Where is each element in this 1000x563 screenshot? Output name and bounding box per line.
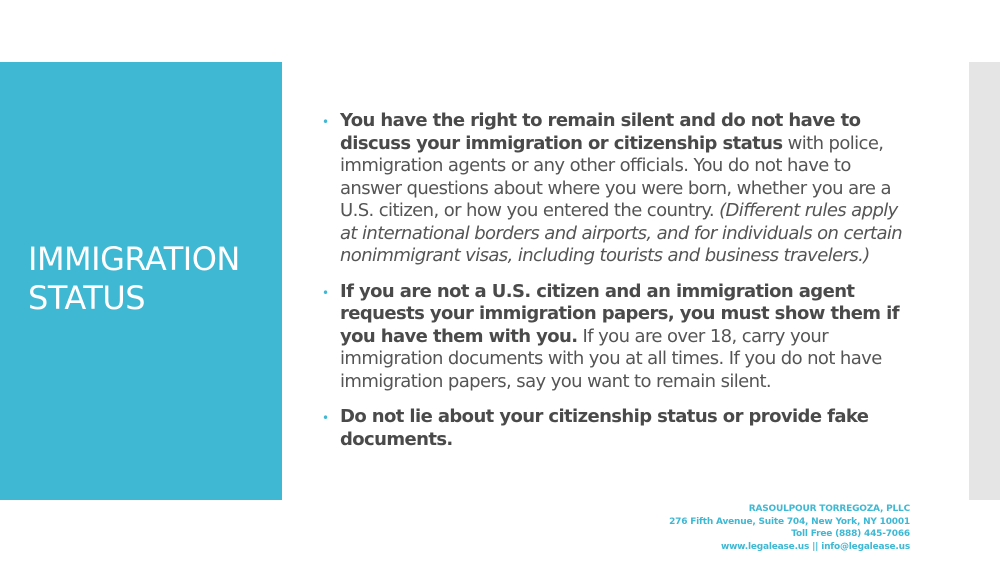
bullet-item-show-papers bbox=[322, 281, 914, 394]
bullet-text: with police, immigration agents or any other officials. You do not have to answer questions about where you were born, whether you are a U.S. citizen, or how you entered the country. bbox=[340, 132, 891, 221]
footer-address: 276 Fifth Avenue, Suite 704, New York, NY 10001 bbox=[669, 516, 910, 527]
footer-contact bbox=[669, 503, 910, 553]
slide-title-line-2: STATUS bbox=[28, 279, 146, 317]
bullet-icon: • bbox=[322, 285, 329, 300]
bullet-item-right-to-silence bbox=[322, 110, 914, 268]
bullet-bold-text: Do not lie about your citizenship status or provide fake documents. bbox=[340, 406, 869, 450]
footer-firm-name: RASOULPOUR TORREGOZA, PLLC bbox=[748, 504, 910, 514]
bullet-icon: • bbox=[322, 115, 329, 129]
footer-phone: Toll Free (888) 445-7066 bbox=[791, 529, 910, 539]
footer-web-email: www.legalease.us || info@legalease.us bbox=[720, 541, 910, 552]
slide-title bbox=[28, 240, 278, 318]
bullet-list bbox=[322, 110, 914, 464]
bullet-icon: • bbox=[322, 411, 329, 425]
bullet-italic-text: (Different rules apply at international borders and airports, and for individuals on certain nonimmigrant visas, including tourists and business travelers.) bbox=[340, 200, 903, 266]
bullet-text: If you are over 18, carry your immigration documents with you at all times. If you do not have immigration papers, say you want to remain silent. bbox=[340, 325, 882, 392]
bullet-bold-text: If you are not a U.S. citizen and an immigration agent requests your immigration papers, you must show them if you have them with you. bbox=[340, 280, 899, 347]
slide-title-line-1: IMMIGRATION bbox=[28, 240, 240, 278]
right-gray-bar bbox=[969, 62, 1000, 500]
bullet-item-do-not-lie bbox=[322, 406, 914, 451]
bullet-bold-text: You have the right to remain silent and do not have to discuss your immigration or citizenship status bbox=[340, 110, 861, 154]
